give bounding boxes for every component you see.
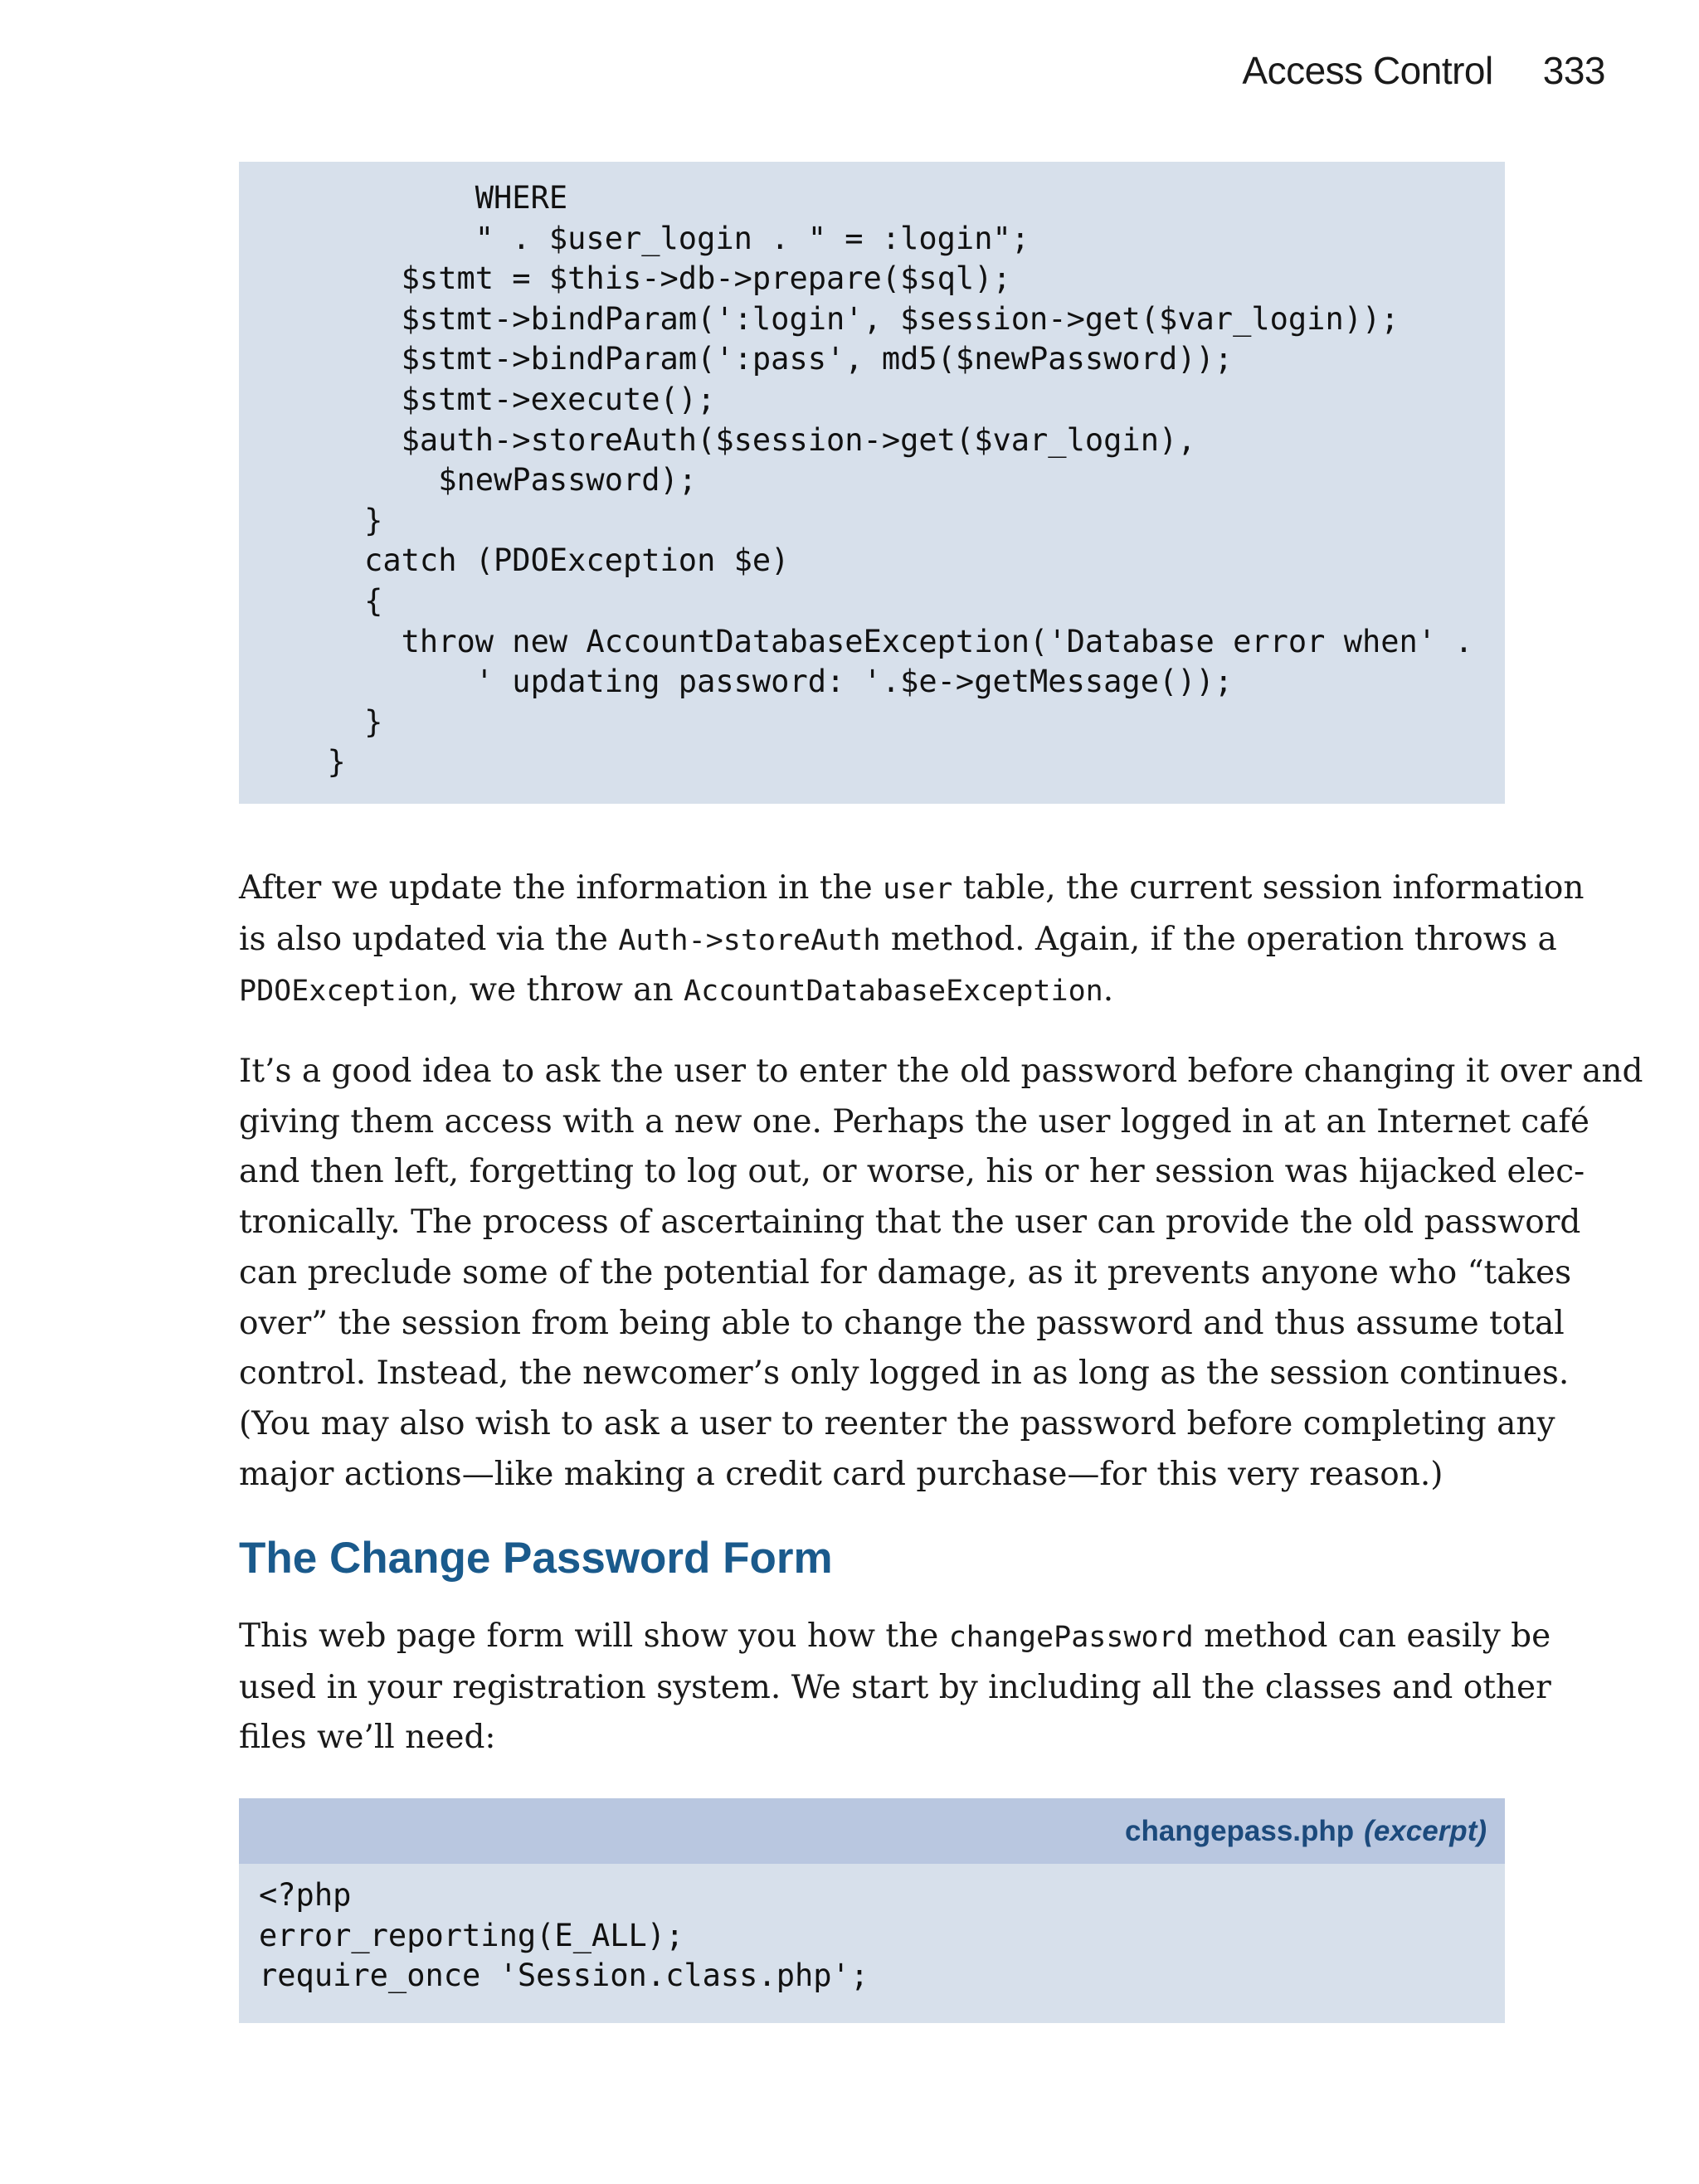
- code-line: <?php: [259, 1877, 352, 1913]
- code-line: }: [290, 744, 346, 781]
- code-line: ' updating password: '.$e->getMessage());: [290, 664, 1234, 700]
- paragraph-line: giving them access with a new one. Perhaps the user logged in at an Internet café: [239, 1102, 1589, 1141]
- code-line: error_reporting(E_ALL);: [259, 1917, 684, 1953]
- paragraph-auth-update: [239, 863, 1585, 1017]
- code-line: WHERE: [290, 180, 568, 216]
- code-line: $auth->storeAuth($session->get($var_login),: [290, 421, 1196, 458]
- text-run: is also updated via the: [239, 920, 619, 958]
- inline-code-pdoexception: PDOException: [239, 975, 449, 1009]
- code-line: }: [290, 502, 383, 538]
- code-filename-bar: [239, 1798, 1505, 1864]
- paragraph-line: [239, 966, 1508, 1017]
- text-run: This web page form will show you how the: [239, 1617, 949, 1655]
- code-line: throw new AccountDatabaseException('Database error when' .: [290, 623, 1473, 659]
- code-filename: changepass.php: [1125, 1814, 1355, 1847]
- text-run: method can easily be: [1193, 1617, 1551, 1655]
- paragraph-line: used in your registration system. We start by including all the classes and other: [239, 1668, 1551, 1706]
- code-line: $stmt->bindParam(':login', $session->get($var_login));: [290, 300, 1400, 337]
- text-run: , we throw an: [448, 971, 684, 1009]
- inline-code-storeauth: Auth->storeAuth: [618, 923, 881, 957]
- code-listing-1: [290, 178, 1505, 783]
- running-header: [1242, 48, 1605, 93]
- code-listing-2: [239, 1864, 1505, 1997]
- code-line: catch (PDOException $e): [290, 542, 790, 579]
- paragraph-line: control. Instead, the newcomer’s only logged in as long as the session continues.: [239, 1355, 1570, 1393]
- paragraph-line: [239, 915, 1557, 966]
- code-line: $stmt->bindParam(':pass', md5($newPassword));: [290, 341, 1234, 377]
- paragraph-line: It’s a good idea to ask the user to enter the old password before changing it over and: [239, 1053, 1643, 1090]
- text-run: method. Again, if the operation throws a: [880, 920, 1557, 958]
- paragraph-form-intro: [239, 1612, 1551, 1763]
- text-run: After we update the information in the: [239, 869, 884, 907]
- paragraph-line: major actions—like making a credit card purchase—for this very reason.): [239, 1455, 1443, 1493]
- code-line: $newPassword);: [290, 462, 698, 499]
- paragraph-line: tronically. The process of ascertaining that the user can provide the old password: [239, 1204, 1581, 1242]
- paragraph-line: [239, 1612, 1551, 1663]
- page-number: 333: [1542, 49, 1605, 92]
- text-run: table, the current session information: [952, 869, 1585, 907]
- paragraph-line: over” the session from being able to change the password and thus assume total: [239, 1304, 1565, 1342]
- section-heading: The Change Password Form: [239, 1534, 833, 1583]
- paragraph-line: and then left, forgetting to log out, or worse, his or her session was hijacked elec-: [239, 1153, 1585, 1191]
- inline-code-changepassword: changePassword: [948, 1621, 1194, 1654]
- text-run: .: [1103, 971, 1114, 1009]
- code-block-1: [239, 162, 1505, 804]
- code-line: }: [290, 703, 383, 740]
- paragraph-line: (You may also wish to ask a user to reenter the password before completing any: [239, 1404, 1555, 1442]
- code-line: $stmt->execute();: [290, 381, 716, 417]
- code-filename-qualifier: (excerpt): [1364, 1814, 1487, 1847]
- paragraph-line: files we’ll need:: [239, 1719, 496, 1757]
- paragraph-line: [239, 863, 1585, 915]
- paragraph-line: can preclude some of the potential for damage, as it prevents anyone who “takes: [239, 1253, 1572, 1291]
- code-line: require_once 'Session.class.php';: [259, 1958, 869, 1994]
- chapter-title: Access Control: [1242, 49, 1493, 92]
- code-block-2: [239, 1798, 1505, 2023]
- inline-code-user: user: [883, 873, 953, 906]
- code-line: {: [290, 582, 383, 619]
- inline-code-accountdbexception: AccountDatabaseException: [684, 975, 1103, 1009]
- paragraph-old-password: [239, 1047, 1643, 1500]
- code-line: $stmt = $this->db->prepare($sql);: [290, 260, 1011, 297]
- code-line: " . $user_login . " = :login";: [290, 220, 1030, 256]
